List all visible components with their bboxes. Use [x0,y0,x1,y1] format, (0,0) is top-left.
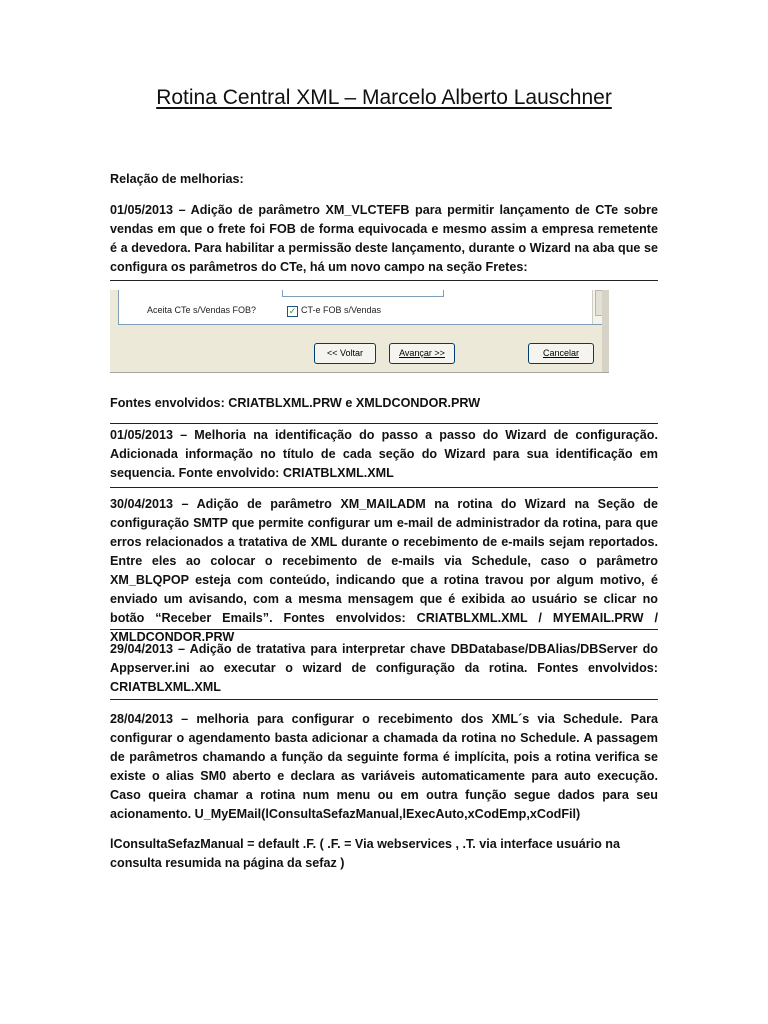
entry-2013-04-28-schedule: 28/04/2013 – melhoria para configurar o recebimento dos XML´s via Schedule. Para configurar o agendamento basta adicionar a chamada da rotina no Schedule. A passagem de parâmetros chamando a função da seguinte forma é implícita, pois a rotina verifica se existe o alias SM0 aberto e declara as variáveis automaticamente para auto execução. Caso queira chamar a rotina num menu ou em outra função segue dados para seu acionamento. U_MyEMail(lConsultaSefazManual,lExecAuto,xCodEmp,xCodFil) [110,712,658,821]
divider [110,629,658,630]
back-button[interactable]: << Voltar [314,343,376,364]
next-button-label: Avançar >> [399,348,445,358]
divider [110,280,658,281]
fob-checkbox[interactable] [287,306,298,317]
combo-box [282,290,444,297]
entry-2013-05-01-vlctefb: 01/05/2013 – Adição de parâmetro XM_VLCTEFB para permitir lançamento de CTe sobre vendas em que o frete foi FOB de forma equivocada e mesmo assim a empresa remetente é a devedora. Para habilitar a permissão deste lançamento, durante o Wizard na aba que se configura os parâmetros do CTe, há um novo campo na seção Fretes: [110,203,658,274]
wizard-screenshot [110,290,609,373]
divider [110,487,658,488]
cancel-button[interactable] [528,343,594,364]
wizard-panel [118,290,607,325]
entry-consulta-sefaz: lConsultaSefazManual = default .F. ( .F. = Via webservices , .T. via interface usuário na consulta resumida na página da sefaz ) [110,837,620,870]
divider [110,699,658,700]
checkmark-icon: ✓ [288,306,297,316]
document-title: Rotina Central XML – Marcelo Alberto Lauschner [156,86,612,109]
entry-2013-05-01-wizard: 01/05/2013 – Melhoria na identificação do passo a passo do Wizard de configuração. Adicionada informação no título de cada seção do Wizard para sua identificação em sequencia. Fonte envolvido: CRIATBLXML.XML [110,428,658,480]
entry-2013-04-30-mailadm: 30/04/2013 – Adição de parâmetro XM_MAILADM na rotina do Wizard na Seção de configuração SMTP que permite configurar um e-mail de administrador da rotina, para que erros relacionados a tratativa de XML durante o recebimento de e-mails sejam reportados. Entre eles ao colocar o recebimento de e-mails via Schedule, caso o parâmetro XM_BLQPOP esteja com conteúdo, indicando que a rotina travou por algum motivo, é enviado um avisando, com a mesma mensagem que é exibida ao usuário se clicar no botão “Receber Emails”. Fontes envolvidos: CRIATBLXML.XML / MYEMAIL.PRW / XMLDCONDOR.PRW [110,497,658,644]
fob-checkbox-label: CT-e FOB s/Vendas [301,305,382,315]
fob-field-label: Aceita CTe s/Vendas FOB? [147,305,257,315]
cancel-button-label: Cancelar [542,348,580,358]
next-button[interactable] [389,343,455,364]
entry-2013-04-29-dbdatabase: 29/04/2013 – Adição de tratativa para interpretar chave DBDatabase/DBAlias/DBServer do Appserver.ini ao executar o wizard de configuração da rotina. Fontes envolvidos: CRIATBLXML.XML [110,642,658,694]
improvements-heading: Relação de melhorias: [110,172,244,186]
entry-sources-1: Fontes envolvidos: CRIATBLXML.PRW e XMLDCONDOR.PRW [110,396,481,410]
wizard-edge [602,290,609,372]
divider [110,423,658,424]
